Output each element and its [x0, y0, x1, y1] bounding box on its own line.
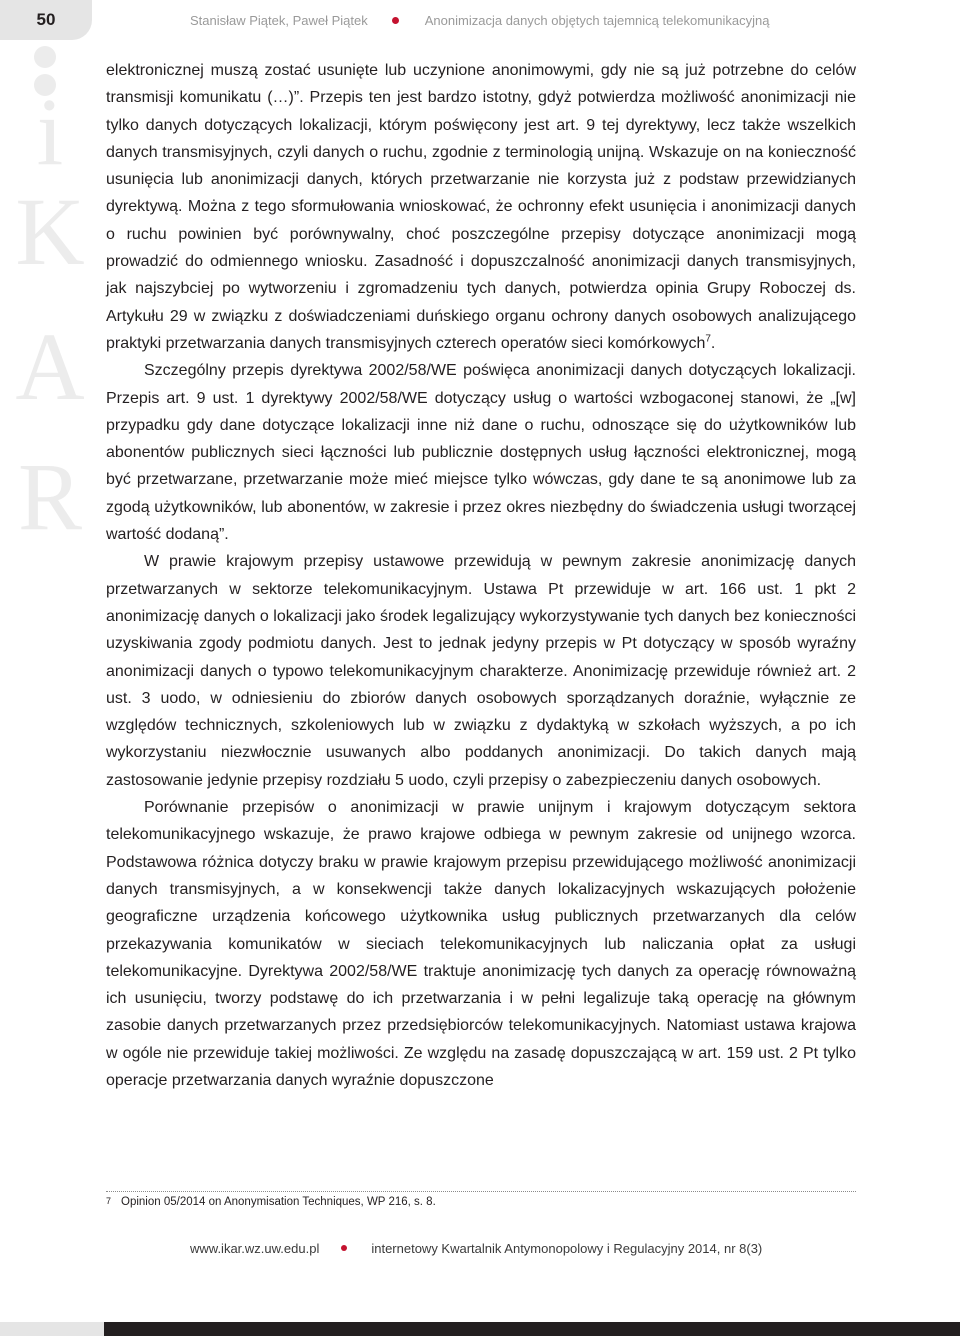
footer-separator-dot [341, 1245, 347, 1251]
header-authors: Stanisław Piątek, Paweł Piątek [190, 12, 368, 28]
logo-letter-i: i [36, 78, 64, 185]
running-footer [190, 1240, 910, 1256]
body-paragraph: Szczególny przepis dyrektywa 2002/58/WE poświęca anonimizacji danych dotyczących lokalizacji. Przepis art. 9 ust. 1 dyrektywy 2002/58/WE dotyczący usług o wartości wzbogaconej stanowi, że „[w] przypadku gdy dane dotyczące lokalizacji inne niż dane o ruchu, odnoszące się do użytkowników lub abonentów publicznych sieci łączności lub publicznie dostępnych usług łączności elektronicznej, mogą być przetwarzane, przetwarzanie może mieć miejsce tylko wówczas, gdy dane te są anonimowe lub za zgodą użytkowników, lub abonentów, w zakresie i przez okres niezbędny do świadczenia usługi tworzącej wartość dodaną”. [106, 362, 856, 544]
header-article-title: Anonimizacja danych objętych tajemnicą telekomunikacyjną [424, 12, 770, 28]
logo-letter-k: K [15, 178, 85, 285]
header-separator-dot [392, 17, 399, 24]
footnote-reference[interactable]: 7 [705, 333, 711, 345]
footnote-text: Opinion 05/2014 on Anonymisation Techniques, WP 216, s. 8. [121, 1196, 436, 1208]
bottom-bar [0, 1322, 960, 1336]
logo-letter-a: A [15, 313, 85, 420]
body-paragraph: elektronicznej muszą zostać usunięte lub uczynione anonimowymi, gdy nie są już potrzebne do celów transmisji komunikatu (…)”. Przepis ten jest bardzo istotny, gdyż potwierdza możliwość anonimizacji nie tylko danych dotyczących lokalizacji, którym poświęcony jest art. 9 tej dyrektywy, lecz także wszelkich danych transmisyjnych, czyli danych o ruchu, zgodnie z terminologią unijną. Wskazuje on na konieczność usunięcia lub anonimizacji danych, których przetwarzanie nie korzysta już z podstaw przewidzianych dyrektywą. Można z tego sformułowania wnioskować, że ochronny efekt usunięcia i anonimizacji danych o ruchu powinien być porównywalny, choć poszczególne przepisy dotyczące anonimizacji mogą prowadzić do odmiennego wniosku. Zasadność i dopuszczalność anonimizacji danych transmisyjnych, jak najszybciej po wytworzeniu i zgromadzeniu tych danych, potwierdza opinia Grupy Roboczej ds. Artykułu 29 w związku z doświadczeniami duńskiego organu ochrony danych osobowych analizującego praktyki przetwarzania danych transmisyjnych czterech operatów sieci komórkowych$^7$. [106, 62, 856, 352]
footer-url[interactable]: www.ikar.wz.uw.edu.pl [190, 1240, 320, 1256]
body-paragraph: W prawie krajowym przepisy ustawowe przewidują w pewnym zakresie anonimizację danych przetwarzanych w sektorze telekomunikacyjnym. Ustawa Pt przewiduje w art. 166 ust. 1 pkt 2 anonimizację danych o lokalizacji jako środek legalizujący wykorzystywanie tych danych bez konieczności uzyskiwania zgody podmiotu danych. Jest to jednak jedyny przepis w Pt dotyczący w sposób wyraźny anonimizacji danych o typowo telekomunikacyjnym charakterze. Anonimizację przewiduje również art. 2 ust. 3 uodo, w odniesieniu do zbiorów danych osobowych sporządzanych doraźnie, wyłącznie ze względów technicznych, szkoleniowych lub w związku z dydaktyką w szkołach wyższych, a po ich wykorzystaniu niezwłocznie usuwanych albo poddanych anonimizacji. Do takich danych mają zastosowanie jedynie przepisy rozdziału 5 uodo, czyli przepisy o zabezpieczeniu danych osobowych. [106, 553, 856, 789]
page-number: 50 [0, 0, 92, 40]
running-header [190, 10, 910, 30]
logo-dot-icon [34, 46, 56, 68]
footnote-number: 7 [106, 1196, 112, 1206]
article-body [106, 57, 856, 1094]
footnote [106, 1196, 856, 1208]
bottom-bar-accent [0, 1322, 104, 1336]
footer-journal: internetowy Kwartalnik Antymonopolowy i Regulacyjny 2014, nr 8(3) [371, 1240, 763, 1256]
body-paragraph: Porównanie przepisów o anonimizacji w prawie unijnym i krajowym dotyczącym sektora telekomunikacyjnego wskazuje, że prawo krajowe odbiega w pewnym zakresie od unijnego wzorca. Podstawowa różnica dotyczy braku w prawie krajowym przepisu przewidującego możliwość anonimizacji danych transmisyjnych, a w konsekwencji także danych lokalizacyjnych wskazujących położenie geograficzne urządzenia końcowego użytkownika usług publicznych przetwarzanych dla celów przekazywania komunikatów w sieciach telekomunikacyjnych lub naliczania opłat za usługi telekomunikacyjne. Dyrektywa 2002/58/WE traktuje anonimizację tych danych za operację równoważną ich usunięciu, tworzy podstawę do ich przetwarzania i w pełni legalizuje taką operację na głównym zasobie danych przetwarzanych przez przedsiębiorców telekomunikacyjnych. Natomiast ustawa krajowa w ogóle nie przewiduje takiej możliwości. Ze względu na zasadę dopuszczającą w art. 159 ust. 2 Pt tylko operacje przetwarzania danych wyraźnie dopuszczone [106, 799, 856, 1089]
footnote-divider [106, 1191, 856, 1192]
logo-letter-r: R [17, 443, 83, 550]
